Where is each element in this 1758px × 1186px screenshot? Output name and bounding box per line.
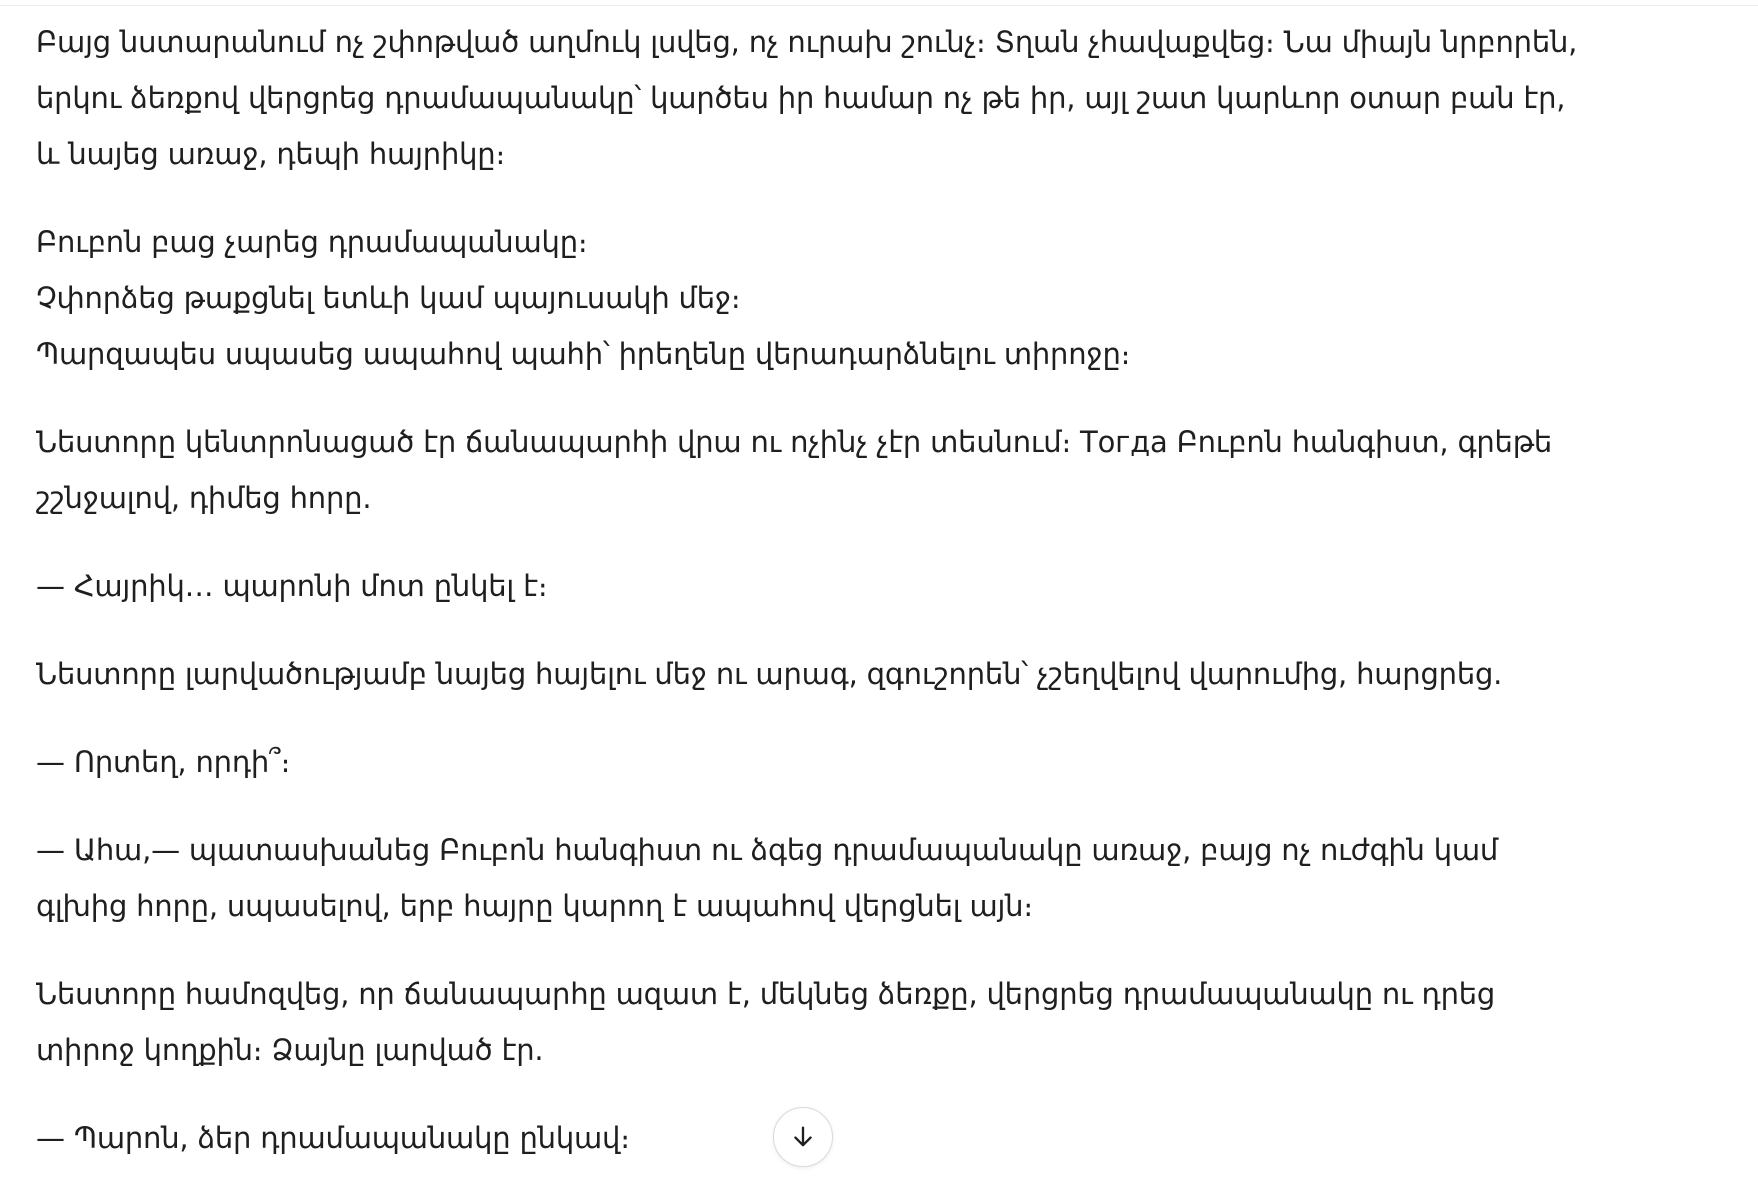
paragraph	[36, 414, 1596, 526]
top-divider	[0, 0, 1758, 6]
paragraph	[36, 14, 1596, 182]
text-line: գլխից հորը, սպասելով, երբ հայրը կարող է ապահով վերցնել այն։	[36, 889, 1033, 923]
text-line: Նեստորը լարվածությամբ նայեց հայելու մեջ ու արագ, զգուշորեն՝ չշեղվելով վարումից, հարցրեց.	[36, 657, 1503, 691]
text-line: Բուբոն բաց չարեց դրամապանակը։	[36, 225, 588, 259]
assistant-message	[36, 14, 1596, 1186]
text-line: — Հայրիկ… պարոնի մոտ ընկել է։	[36, 569, 548, 603]
paragraph	[36, 646, 1596, 702]
text-line: Նեստորը համոզվեց, որ ճանապարհը ազատ է, մեկնեց ձեռքը, վերցրեց դրամապանակը ու դրեց	[36, 977, 1496, 1011]
text-line: Բայց նստարանում ոչ շփոթված աղմուկ լսվեց, ոչ ուրախ շունչ։ Տղան չհավաքվեց։ Նա միայն նրբորեն,	[36, 25, 1578, 59]
text-line: — Պարոն, ձեր դրամապանակը ընկավ։	[36, 1121, 630, 1155]
text-line: — Ահա,— պատասխանեց Բուբոն հանգիստ ու ձգեց դրամապանակը առաջ, բայց ոչ ուժգին կամ	[36, 833, 1499, 867]
paragraph	[36, 558, 1596, 614]
paragraph	[36, 822, 1596, 934]
text-line: Չփորձեց թաքցնել ետևի կամ պայուսակի մեջ։	[36, 281, 741, 315]
text-line: Պարզապես սպասեց ապահով պահի՝ իրեղենը վերադարձնելու տիրոջը։	[36, 337, 1131, 371]
text-line: — Որտեղ, որդի՞։	[36, 745, 291, 779]
arrow-down-icon	[789, 1123, 817, 1151]
scroll-to-bottom-button[interactable]	[773, 1107, 833, 1167]
paragraph	[36, 734, 1596, 790]
paragraph	[36, 966, 1596, 1078]
text-line: տիրոջ կողքին։ Ձայնը լարված էր.	[36, 1033, 544, 1067]
text-line: Նեստորը կենտրոնացած էր ճանապարհի վրա ու ոչինչ չէր տեսնում։ Тогда Բուբոն հանգիստ, գրեթե	[36, 425, 1553, 459]
text-line: և նայեց առաջ, դեպի հայրիկը։	[36, 137, 506, 171]
paragraph	[36, 214, 1596, 382]
text-line: շշնջալով, դիմեց հորը.	[36, 481, 372, 515]
text-line: երկու ձեռքով վերցրեց դրամապանակը՝ կարծես իր համար ոչ թե իր, այլ շատ կարևոր օտար բան էր,	[36, 81, 1566, 115]
